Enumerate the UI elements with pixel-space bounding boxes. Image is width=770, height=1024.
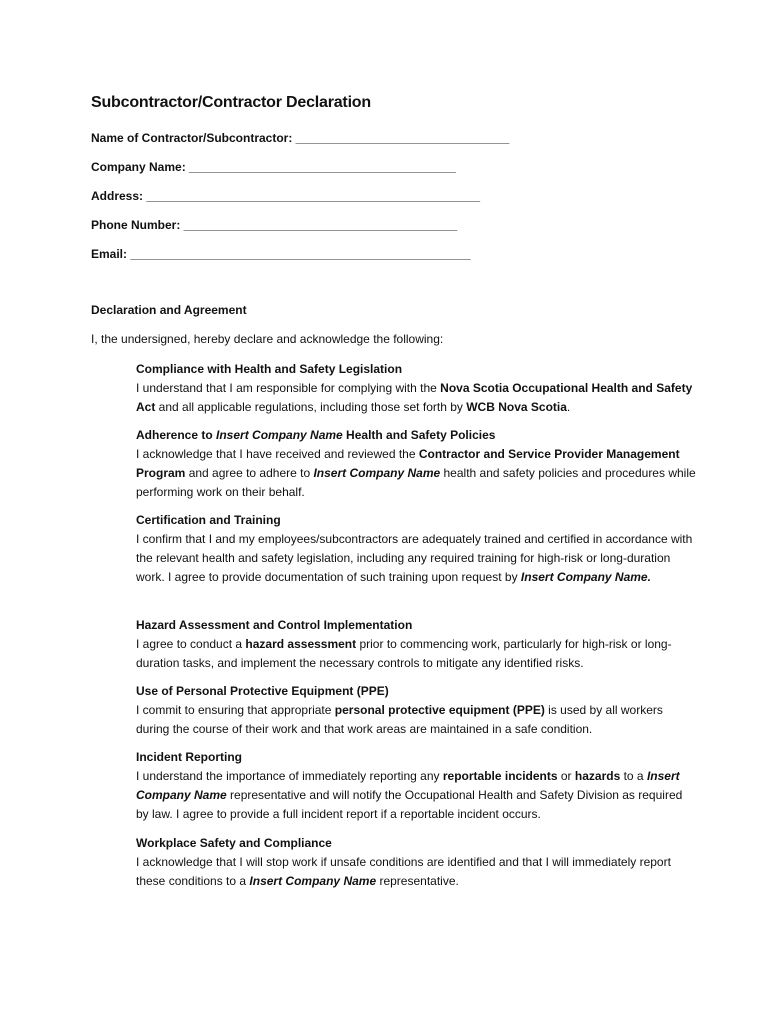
intro-text: I, the undersigned, hereby declare and acknowledge the following:: [91, 332, 444, 346]
contractor-name-field: Name of Contractor/Subcontractor: ________________________________: [91, 131, 510, 145]
email-field: Email: ___________________________________________________: [91, 247, 471, 261]
item-title: Workplace Safety and Compliance: [136, 836, 332, 850]
item-title: Hazard Assessment and Control Implementation: [136, 618, 413, 632]
document-title: Subcontractor/Contractor Declaration: [91, 94, 371, 111]
item-body: I agree to conduct a hazard assessment prior to commencing work, particularly for high-risk or long-duration tasks, and implement the necessary controls to mitigate any identified risks.: [136, 637, 672, 670]
declaration-item-adherence: [136, 426, 696, 502]
item-title: Certification and Training: [136, 513, 281, 527]
item-title: Incident Reporting: [136, 750, 242, 764]
item-title: Compliance with Health and Safety Legislation: [136, 362, 403, 376]
company-name-field: Company Name: ________________________________________: [91, 160, 456, 174]
section-heading: Declaration and Agreement: [91, 303, 247, 317]
item-body: I understand the importance of immediately reporting any reportable incidents or hazards to a Insert Company Name representative and will notify the Occupational Health and Safety Division as required by law. I agree to provide a full incident report if a reportable incident occurs.: [136, 769, 683, 821]
declaration-item-compliance: [136, 360, 696, 417]
item-title: Use of Personal Protective Equipment (PPE): [136, 684, 389, 698]
item-body: I understand that I am responsible for complying with the Nova Scotia Occupational Health and Safety Act and all applicable regulations, including those set forth by WCB Nova Scotia.: [136, 381, 693, 414]
item-body: I confirm that I and my employees/subcontractors are adequately trained and certified in accordance with the relevant health and safety legislation, including any required training for high-risk or long-duration work. I agree to provide documentation of such training upon request by Insert Company Name.: [136, 532, 693, 584]
item-body: I commit to ensuring that appropriate personal protective equipment (PPE) is used by all workers during the course of their work and that work areas are maintained in a safe condition.: [136, 703, 663, 736]
phone-number-field: Phone Number: _________________________________________: [91, 218, 458, 232]
declaration-item-incident-reporting: [136, 748, 696, 824]
item-body: I acknowledge that I will stop work if unsafe conditions are identified and that I will immediately report these conditions to a Insert Company Name representative.: [136, 855, 671, 888]
item-body: I acknowledge that I have received and reviewed the Contractor and Service Provider Management Program and agree to adhere to Insert Company Name health and safety policies and procedures while performing work on their behalf.: [136, 447, 696, 499]
item-title: Adherence to Insert Company Name Health and Safety Policies: [136, 428, 496, 442]
declaration-item-ppe: [136, 682, 696, 739]
declaration-item-workplace-safety: [136, 834, 696, 891]
declaration-item-certification: [136, 511, 696, 587]
address-field: Address: __________________________________________________: [91, 189, 481, 203]
declaration-item-hazard-assessment: [136, 616, 696, 673]
